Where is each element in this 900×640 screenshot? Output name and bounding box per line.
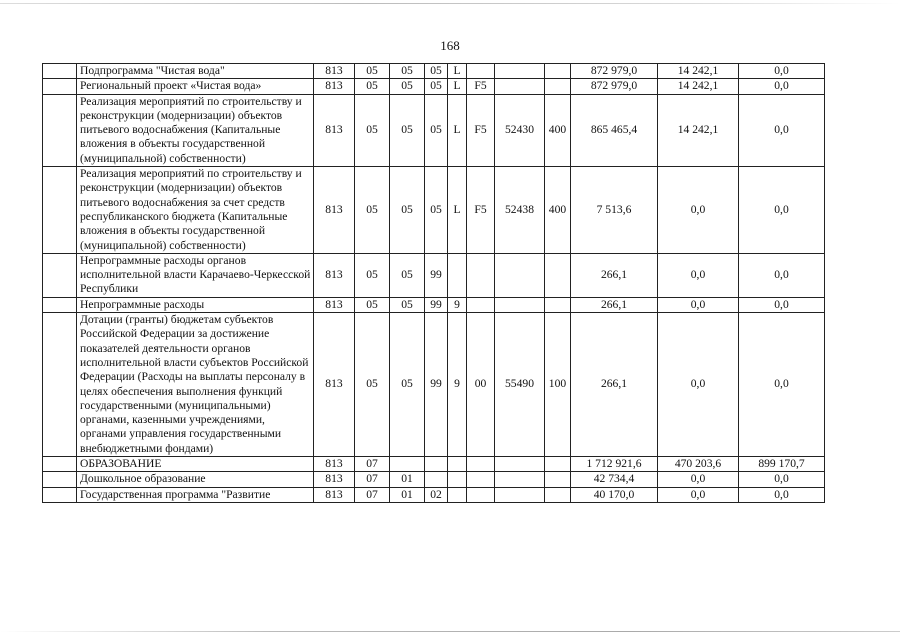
amount-year1-cell: 872 979,0 — [571, 79, 658, 94]
amount-year1-cell: 40 170,0 — [571, 487, 658, 502]
expense-name-cell: Дотации (гранты) бюджетам субъектов Российской Федерации за достижение показателей деятельности органов исполнительной власти субъектов Российской Федерации (Расходы на выплаты персоналу в целях обеспечения выполнения функций государственными (муниципальными) органами, казенными учреждениями, органами управления государственными внебюджетными фондами) — [77, 313, 314, 457]
table-row — [43, 253, 825, 297]
table-body — [43, 64, 825, 503]
blank-cell — [43, 253, 77, 297]
subprogram-code-cell — [448, 457, 467, 472]
program-code-cell: 05 — [425, 64, 448, 79]
amount-year3-cell: 0,0 — [739, 79, 825, 94]
table-row — [43, 313, 825, 457]
section-code-cell: 05 — [355, 167, 390, 254]
expense-name-cell: Непрограммные расходы органов исполнительной власти Карачаево-Черкесской Республики — [77, 253, 314, 297]
table-row — [43, 94, 825, 166]
direction-code-cell — [495, 487, 545, 502]
blank-cell — [43, 64, 77, 79]
table-row — [43, 64, 825, 79]
program-code-cell: 99 — [425, 253, 448, 297]
subsection-code-cell: 05 — [390, 79, 425, 94]
direction-code-cell — [495, 457, 545, 472]
subsection-code-cell: 05 — [390, 253, 425, 297]
ministry-code-cell: 813 — [314, 457, 355, 472]
expense-type-code-cell: 400 — [545, 167, 571, 254]
direction-code-cell — [495, 64, 545, 79]
subsection-code-cell: 01 — [390, 472, 425, 487]
blank-cell — [43, 94, 77, 166]
ministry-code-cell: 813 — [314, 487, 355, 502]
amount-year2-cell: 0,0 — [658, 487, 739, 502]
amount-year3-cell: 0,0 — [739, 313, 825, 457]
ministry-code-cell: 813 — [314, 64, 355, 79]
blank-cell — [43, 313, 77, 457]
program-code-cell: 02 — [425, 487, 448, 502]
expense-name-cell: Реализация мероприятий по строительству и реконструкции (модернизации) объектов питьевого водоснабжения за счет средств республиканского бюджета (Капитальные вложения в объекты государственной (муниципальной) собственности) — [77, 167, 314, 254]
program-code-cell: 05 — [425, 167, 448, 254]
subsection-code-cell: 05 — [390, 297, 425, 312]
amount-year2-cell: 0,0 — [658, 472, 739, 487]
direction-code-cell — [495, 472, 545, 487]
project-code-cell: F5 — [467, 94, 495, 166]
subsection-code-cell: 01 — [390, 487, 425, 502]
section-code-cell: 05 — [355, 297, 390, 312]
expense-type-code-cell: 100 — [545, 313, 571, 457]
table-row — [43, 79, 825, 94]
program-code-cell: 05 — [425, 79, 448, 94]
project-code-cell — [467, 487, 495, 502]
expense-type-code-cell: 400 — [545, 94, 571, 166]
project-code-cell: 00 — [467, 313, 495, 457]
blank-cell — [43, 487, 77, 502]
section-code-cell: 05 — [355, 94, 390, 166]
amount-year1-cell: 42 734,4 — [571, 472, 658, 487]
expense-type-code-cell — [545, 64, 571, 79]
project-code-cell — [467, 253, 495, 297]
amount-year2-cell: 14 242,1 — [658, 79, 739, 94]
blank-cell — [43, 297, 77, 312]
page-number: 168 — [440, 38, 460, 53]
expense-type-code-cell — [545, 253, 571, 297]
direction-code-cell — [495, 253, 545, 297]
ministry-code-cell: 813 — [314, 79, 355, 94]
direction-code-cell: 52430 — [495, 94, 545, 166]
subprogram-code-cell: 9 — [448, 297, 467, 312]
amount-year3-cell: 0,0 — [739, 94, 825, 166]
ministry-code-cell: 813 — [314, 313, 355, 457]
program-code-cell — [425, 457, 448, 472]
amount-year1-cell: 266,1 — [571, 297, 658, 312]
amount-year2-cell: 0,0 — [658, 297, 739, 312]
subsection-code-cell: 05 — [390, 167, 425, 254]
amount-year3-cell: 0,0 — [739, 253, 825, 297]
expense-name-cell: ОБРАЗОВАНИЕ — [77, 457, 314, 472]
amount-year2-cell: 14 242,1 — [658, 64, 739, 79]
expense-type-code-cell — [545, 79, 571, 94]
amount-year3-cell: 0,0 — [739, 167, 825, 254]
subprogram-code-cell — [448, 472, 467, 487]
program-code-cell: 99 — [425, 297, 448, 312]
project-code-cell: F5 — [467, 79, 495, 94]
ministry-code-cell: 813 — [314, 253, 355, 297]
program-code-cell: 05 — [425, 94, 448, 166]
amount-year3-cell: 0,0 — [739, 297, 825, 312]
amount-year1-cell: 266,1 — [571, 313, 658, 457]
project-code-cell: F5 — [467, 167, 495, 254]
blank-cell — [43, 79, 77, 94]
section-code-cell: 05 — [355, 313, 390, 457]
section-code-cell: 05 — [355, 79, 390, 94]
subprogram-code-cell — [448, 487, 467, 502]
table-row — [43, 487, 825, 502]
section-code-cell: 05 — [355, 64, 390, 79]
direction-code-cell — [495, 79, 545, 94]
scan-edge-bottom — [0, 631, 900, 632]
project-code-cell — [467, 457, 495, 472]
expense-type-code-cell — [545, 297, 571, 312]
amount-year3-cell: 0,0 — [739, 64, 825, 79]
expense-name-cell: Реализация мероприятий по строительству и реконструкции (модернизации) объектов питьевого водоснабжения (Капитальные вложения в объекты государственной (муниципальной) собственности) — [77, 94, 314, 166]
table-row — [43, 457, 825, 472]
direction-code-cell — [495, 297, 545, 312]
expense-name-cell: Дошкольное образование — [77, 472, 314, 487]
amount-year1-cell: 865 465,4 — [571, 94, 658, 166]
table-row — [43, 472, 825, 487]
amount-year1-cell: 266,1 — [571, 253, 658, 297]
subsection-code-cell — [390, 457, 425, 472]
amount-year2-cell: 0,0 — [658, 167, 739, 254]
expense-type-code-cell — [545, 457, 571, 472]
project-code-cell — [467, 297, 495, 312]
table-row — [43, 167, 825, 254]
blank-cell — [43, 472, 77, 487]
ministry-code-cell: 813 — [314, 167, 355, 254]
expense-name-cell: Подпрограмма "Чистая вода" — [77, 64, 314, 79]
amount-year2-cell: 14 242,1 — [658, 94, 739, 166]
expense-type-code-cell — [545, 472, 571, 487]
project-code-cell — [467, 64, 495, 79]
project-code-cell — [467, 472, 495, 487]
subprogram-code-cell: L — [448, 64, 467, 79]
amount-year2-cell: 470 203,6 — [658, 457, 739, 472]
subprogram-code-cell: L — [448, 79, 467, 94]
subprogram-code-cell: 9 — [448, 313, 467, 457]
ministry-code-cell: 813 — [314, 94, 355, 166]
budget-table — [42, 63, 825, 503]
amount-year1-cell: 1 712 921,6 — [571, 457, 658, 472]
program-code-cell — [425, 472, 448, 487]
program-code-cell: 99 — [425, 313, 448, 457]
expense-name-cell: Региональный проект «Чистая вода» — [77, 79, 314, 94]
subprogram-code-cell: L — [448, 167, 467, 254]
ministry-code-cell: 813 — [314, 297, 355, 312]
amount-year1-cell: 7 513,6 — [571, 167, 658, 254]
blank-cell — [43, 457, 77, 472]
section-code-cell: 07 — [355, 472, 390, 487]
direction-code-cell: 52438 — [495, 167, 545, 254]
amount-year2-cell: 0,0 — [658, 313, 739, 457]
subprogram-code-cell — [448, 253, 467, 297]
subsection-code-cell: 05 — [390, 64, 425, 79]
amount-year1-cell: 872 979,0 — [571, 64, 658, 79]
subsection-code-cell: 05 — [390, 94, 425, 166]
expense-name-cell: Государственная программа "Развитие — [77, 487, 314, 502]
ministry-code-cell: 813 — [314, 472, 355, 487]
table-row — [43, 297, 825, 312]
section-code-cell: 07 — [355, 457, 390, 472]
direction-code-cell: 55490 — [495, 313, 545, 457]
scan-edge-top — [0, 3, 900, 4]
subprogram-code-cell: L — [448, 94, 467, 166]
subsection-code-cell: 05 — [390, 313, 425, 457]
section-code-cell: 05 — [355, 253, 390, 297]
amount-year2-cell: 0,0 — [658, 253, 739, 297]
amount-year3-cell: 0,0 — [739, 472, 825, 487]
amount-year3-cell: 0,0 — [739, 487, 825, 502]
expense-name-cell: Непрограммные расходы — [77, 297, 314, 312]
blank-cell — [43, 167, 77, 254]
section-code-cell: 07 — [355, 487, 390, 502]
amount-year3-cell: 899 170,7 — [739, 457, 825, 472]
expense-type-code-cell — [545, 487, 571, 502]
